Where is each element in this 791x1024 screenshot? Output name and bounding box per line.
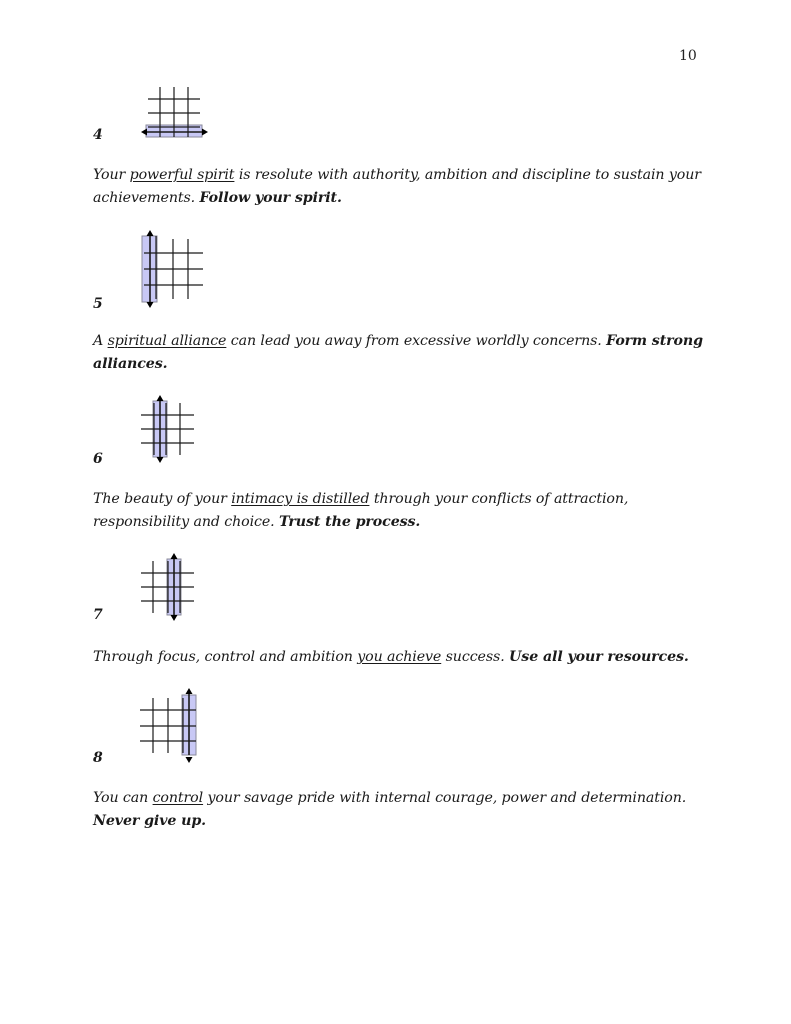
entry-text: The beauty of your intimacy is distilled through your conflicts of attraction, responsibility and choice. Trust the process. bbox=[93, 491, 629, 530]
grid-diagram-column-2-icon bbox=[138, 393, 198, 465]
key-phrase: you achieve bbox=[357, 649, 442, 665]
advice: Never give up. bbox=[93, 813, 206, 829]
grid-diagram-left-column-icon bbox=[136, 229, 210, 311]
grid-diagram-right-column-icon bbox=[138, 686, 200, 766]
entry-text: Through focus, control and ambition you achieve success. Use all your resources. bbox=[93, 649, 689, 665]
entry-text: Your powerful spirit is resolute with authority, ambition and discipline to sustain your achievements. Follow your spirit. bbox=[93, 167, 701, 206]
entry-number: 6 bbox=[93, 451, 103, 467]
advice: Form strong alliances. bbox=[93, 333, 703, 372]
advice: Trust the process. bbox=[278, 514, 421, 530]
entry-text: A spiritual alliance can lead you away from excessive worldly concerns. Form strong alliances. bbox=[93, 333, 703, 372]
key-phrase: intimacy is distilled bbox=[231, 491, 370, 507]
advice: Follow your spirit. bbox=[199, 190, 342, 206]
entry-number: 8 bbox=[93, 750, 103, 766]
advice: Use all your resources. bbox=[509, 649, 689, 665]
grid-diagram-column-3-icon bbox=[138, 551, 198, 623]
entry-number: 7 bbox=[93, 607, 103, 623]
page-number: 10 bbox=[679, 48, 697, 64]
entry-number: 4 bbox=[93, 127, 103, 143]
key-phrase: spiritual alliance bbox=[107, 333, 227, 349]
key-phrase: powerful spirit bbox=[129, 167, 235, 183]
key-phrase: control bbox=[152, 790, 204, 806]
grid-diagram-bottom-row-icon bbox=[138, 84, 212, 142]
entry-number: 5 bbox=[93, 296, 103, 312]
entry-text: You can control your savage pride with internal courage, power and determination. Never give up. bbox=[93, 790, 687, 829]
